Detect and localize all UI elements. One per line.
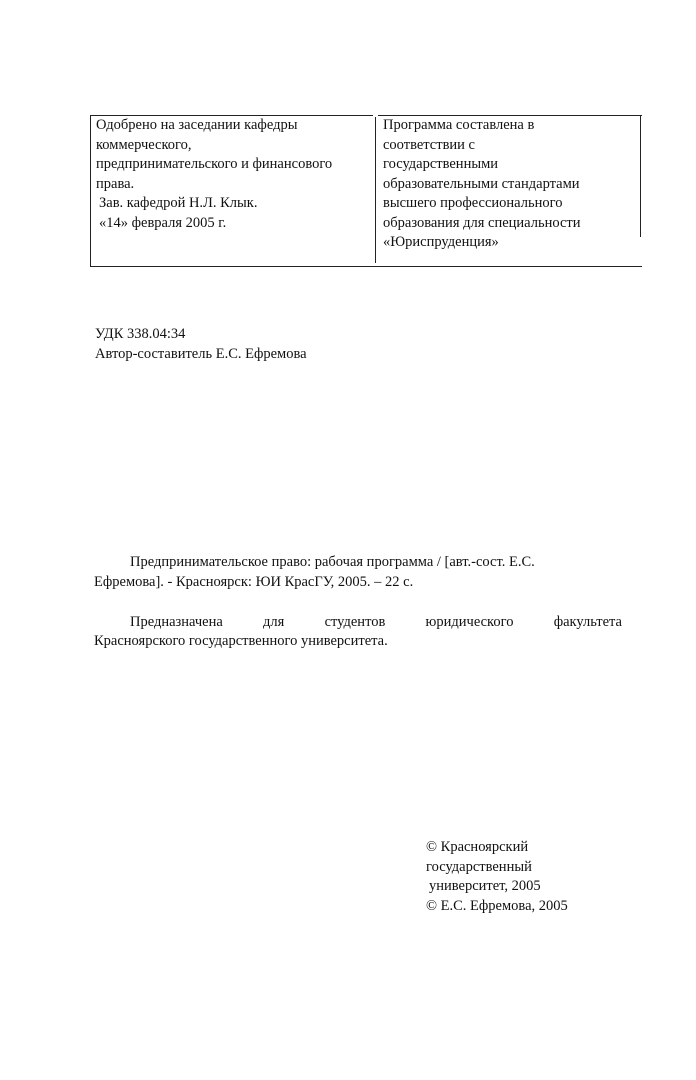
approval-line-4: права. [96, 175, 135, 192]
approval-line-1: Одобрено на заседании кафедры [96, 117, 298, 133]
standard-line-5: высшего профессионального [383, 195, 563, 211]
bibliographic-line-2: Ефремова]. - Красноярск: ЮИ КрасГУ, 2005. – 22 с. [94, 574, 414, 590]
approval-line-5: Зав. кафедрой Н.Л. Клык. [99, 195, 258, 211]
approval-line-2: коммерческого, [96, 136, 192, 153]
copyright-line-3: университет, 2005 [429, 878, 541, 894]
udk-code: УДК 338.04:34 [95, 326, 186, 342]
purpose-line-1: Предназначена для студентов юридического факультета [130, 614, 622, 630]
frame-middle-divider [375, 117, 376, 263]
copyright-line-4: © Е.С. Ефремова, 2005 [426, 897, 568, 914]
standard-box [383, 116, 581, 253]
frame-bottom [90, 266, 642, 267]
standard-line-3: государственными [383, 156, 499, 172]
standard-line-2: соответствии с [383, 136, 475, 153]
standard-line-4: образовательными стандартами [383, 175, 580, 192]
standard-line-1: Программа составлена в [383, 117, 535, 133]
copyright-line-1: © Красноярский [426, 839, 529, 855]
approval-box [96, 116, 332, 233]
author-line: Автор-составитель Е.С. Ефремова [95, 346, 307, 362]
copyright-line-2: государственный [426, 858, 532, 875]
approval-line-6: «14» февраля 2005 г. [99, 214, 227, 231]
approval-line-3: предпринимательского и финансового [96, 156, 333, 172]
bibliographic-line-1: Предпринимательское право: рабочая программа / [авт.-сост. Е.С. [130, 554, 535, 570]
frame-right [640, 115, 641, 237]
standard-line-7: «Юриспруденция» [383, 234, 499, 250]
purpose-line-2: Красноярского государственного университета. [94, 633, 388, 649]
frame-left [90, 115, 91, 267]
copyright-block [426, 838, 568, 916]
standard-line-6: образования для специальности [383, 214, 581, 231]
